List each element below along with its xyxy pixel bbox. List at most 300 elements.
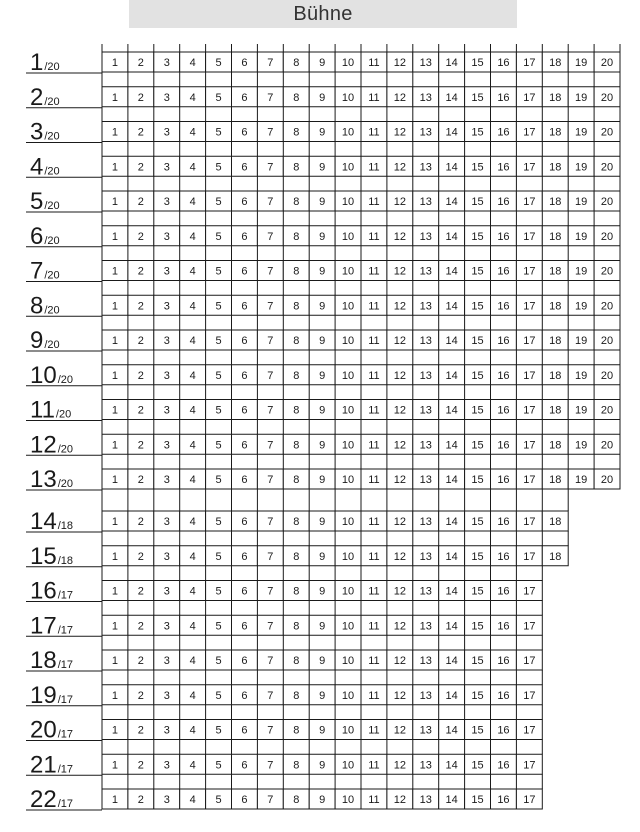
seat-number: 6 bbox=[241, 57, 248, 69]
seat-number: 9 bbox=[319, 689, 326, 702]
seat-number: 1 bbox=[111, 230, 119, 243]
seat-number: 17 bbox=[523, 161, 536, 174]
seat-number: 2 bbox=[137, 91, 144, 104]
seat-number: 9 bbox=[319, 161, 326, 174]
row-number: 15 bbox=[30, 542, 57, 570]
seat-number: 16 bbox=[497, 516, 510, 528]
seat-number: 20 bbox=[600, 335, 614, 347]
seat-number: 14 bbox=[445, 335, 458, 347]
seat-number: 13 bbox=[419, 689, 432, 702]
seat-number: 15 bbox=[471, 300, 484, 313]
seat-number: 5 bbox=[215, 404, 222, 417]
seat-number: 9 bbox=[319, 126, 326, 139]
seat-number: 11 bbox=[368, 516, 380, 528]
seat-number: 7 bbox=[267, 265, 274, 278]
seat-row bbox=[26, 647, 542, 685]
seat-number: 18 bbox=[549, 161, 562, 174]
seat-number: 14 bbox=[445, 300, 458, 313]
seat-number: 11 bbox=[368, 404, 380, 417]
seat-number: 15 bbox=[471, 655, 484, 667]
seat-row bbox=[26, 682, 542, 720]
seat-row bbox=[26, 543, 568, 581]
seat-number: 16 bbox=[497, 126, 510, 139]
seat-number: 1 bbox=[111, 655, 119, 667]
row-label bbox=[30, 466, 73, 493]
seat-number: 7 bbox=[267, 439, 274, 452]
seat-row bbox=[26, 578, 542, 616]
seat-number: 8 bbox=[293, 369, 300, 382]
seat-number: 9 bbox=[319, 57, 326, 69]
seat-number: 8 bbox=[293, 265, 300, 278]
seat-number: 6 bbox=[241, 585, 248, 598]
seat-number: 3 bbox=[163, 585, 170, 598]
seat-number: 11 bbox=[368, 550, 380, 563]
seat-number: 1 bbox=[111, 550, 119, 563]
row-label bbox=[30, 119, 60, 146]
seat-number: 5 bbox=[215, 335, 222, 347]
seat-row bbox=[26, 751, 542, 789]
seat-number: 6 bbox=[241, 196, 248, 208]
seat-number: 13 bbox=[419, 230, 432, 243]
seat-number: 8 bbox=[293, 161, 300, 174]
seat-number: 14 bbox=[445, 57, 458, 69]
seat-number: 10 bbox=[341, 196, 355, 208]
seat-number: 2 bbox=[137, 369, 144, 382]
row-total: /17 bbox=[57, 798, 73, 810]
seat-number: 12 bbox=[393, 585, 406, 598]
row-total: /20 bbox=[44, 339, 60, 351]
seat-number: 10 bbox=[341, 439, 355, 452]
seat-number: 2 bbox=[137, 689, 144, 702]
seat-number: 12 bbox=[393, 759, 406, 772]
seat-number: 1 bbox=[111, 689, 119, 702]
row-total: /17 bbox=[57, 728, 73, 741]
row-total: /20 bbox=[44, 269, 60, 282]
seat-number: 12 bbox=[393, 196, 406, 208]
seat-number: 15 bbox=[471, 369, 484, 382]
seat-number: 5 bbox=[215, 126, 222, 139]
seat-number: 1 bbox=[111, 91, 119, 104]
seat-row bbox=[26, 431, 620, 469]
seat-number: 18 bbox=[549, 550, 562, 563]
seat-number: 1 bbox=[111, 794, 119, 806]
seat-number: 8 bbox=[293, 474, 300, 486]
seat-row bbox=[26, 223, 620, 261]
seat-number: 17 bbox=[523, 516, 536, 528]
seat-number: 4 bbox=[189, 265, 196, 278]
seat-number: 3 bbox=[163, 724, 170, 737]
seat-number: 8 bbox=[293, 57, 300, 69]
seat-number: 1 bbox=[111, 404, 119, 417]
seat-number: 18 bbox=[549, 265, 562, 278]
seat-number: 15 bbox=[471, 516, 484, 528]
seat-number: 4 bbox=[189, 655, 196, 667]
seat-number: 10 bbox=[341, 335, 355, 347]
seat-number: 17 bbox=[523, 724, 536, 737]
seat-number: 3 bbox=[163, 794, 170, 806]
seat-number: 5 bbox=[215, 794, 222, 806]
row-total: /20 bbox=[44, 95, 60, 108]
seat-number: 13 bbox=[419, 161, 432, 174]
seat-number: 20 bbox=[600, 404, 614, 417]
seat-number: 17 bbox=[523, 91, 536, 104]
seat-number: 6 bbox=[241, 439, 248, 452]
seat-number: 8 bbox=[293, 550, 300, 563]
row-number: 13 bbox=[30, 466, 57, 493]
seat-number: 10 bbox=[341, 161, 355, 174]
row-number: 18 bbox=[30, 647, 57, 674]
seat-number: 10 bbox=[341, 724, 355, 737]
seat-number: 20 bbox=[600, 300, 614, 313]
seat-row bbox=[26, 49, 620, 87]
seat-number: 7 bbox=[267, 620, 274, 633]
row-label bbox=[30, 543, 73, 570]
seat-number: 6 bbox=[241, 474, 248, 486]
row-label bbox=[30, 431, 73, 458]
seat-number: 11 bbox=[368, 439, 380, 452]
seat-number: 2 bbox=[137, 57, 144, 69]
seat-number: 7 bbox=[267, 474, 274, 486]
row-total: /17 bbox=[57, 693, 73, 706]
seat-number: 15 bbox=[471, 230, 484, 243]
seat-row bbox=[26, 508, 568, 546]
seat-number: 8 bbox=[293, 196, 300, 208]
row-total: /17 bbox=[57, 763, 73, 776]
seat-number: 6 bbox=[241, 161, 248, 174]
seat-number: 4 bbox=[189, 369, 196, 382]
seat-number: 7 bbox=[267, 161, 274, 174]
row-total: /18 bbox=[57, 554, 73, 567]
seat-number: 9 bbox=[319, 196, 326, 208]
seat-number: 9 bbox=[319, 620, 326, 633]
seat-number: 10 bbox=[341, 516, 355, 528]
seat-number: 6 bbox=[241, 126, 248, 139]
seat-number: 2 bbox=[137, 759, 144, 772]
seat-number: 20 bbox=[600, 57, 614, 69]
seat-number: 1 bbox=[111, 300, 119, 313]
seat-number: 19 bbox=[575, 300, 588, 313]
seat-number: 16 bbox=[497, 655, 510, 667]
seat-number: 7 bbox=[267, 91, 274, 104]
seat-number: 12 bbox=[393, 230, 406, 243]
seat-number: 5 bbox=[215, 57, 222, 69]
seat-number: 7 bbox=[267, 300, 274, 313]
seat-number: 2 bbox=[137, 196, 144, 208]
seat-number: 15 bbox=[471, 550, 484, 563]
row-total: /18 bbox=[57, 520, 73, 532]
seat-number: 14 bbox=[445, 230, 458, 243]
seat-number: 18 bbox=[549, 91, 562, 104]
seat-number: 13 bbox=[419, 404, 432, 417]
seat-number: 16 bbox=[497, 620, 510, 633]
seat-number: 14 bbox=[445, 439, 458, 452]
seat-number: 9 bbox=[319, 474, 326, 486]
seat-number: 17 bbox=[523, 474, 536, 486]
seat-number: 4 bbox=[189, 91, 196, 104]
seat-number: 18 bbox=[549, 196, 562, 208]
row-total: /20 bbox=[44, 200, 60, 212]
seat-number: 19 bbox=[575, 57, 588, 69]
seat-number: 5 bbox=[215, 300, 222, 313]
seat-number: 17 bbox=[523, 230, 536, 243]
seat-number: 13 bbox=[419, 724, 432, 737]
seat-number: 15 bbox=[471, 689, 484, 702]
seat-row bbox=[26, 153, 620, 191]
seat-number: 1 bbox=[111, 585, 119, 598]
seat-number: 13 bbox=[419, 759, 432, 772]
seat-number: 2 bbox=[137, 550, 144, 563]
seat-number: 6 bbox=[241, 91, 248, 104]
seat-number: 15 bbox=[471, 265, 484, 278]
seat-number: 12 bbox=[393, 57, 406, 69]
seat-number: 8 bbox=[293, 91, 300, 104]
seat-number: 4 bbox=[189, 126, 196, 139]
seat-number: 4 bbox=[189, 794, 196, 806]
seat-number: 7 bbox=[267, 794, 274, 806]
seat-number: 11 bbox=[368, 161, 380, 174]
row-label bbox=[30, 786, 73, 813]
seat-number: 5 bbox=[215, 439, 222, 452]
seat-row bbox=[26, 258, 620, 296]
seat-number: 7 bbox=[267, 724, 274, 737]
seat-number: 9 bbox=[319, 550, 326, 563]
row-number: 14 bbox=[30, 508, 57, 535]
seat-number: 17 bbox=[523, 689, 536, 702]
seat-number: 1 bbox=[111, 516, 119, 528]
row-total: /20 bbox=[57, 478, 73, 490]
seat-number: 6 bbox=[241, 794, 248, 806]
seat-number: 12 bbox=[393, 335, 406, 347]
seat-row bbox=[26, 786, 542, 813]
seat-number: 9 bbox=[319, 655, 326, 667]
seat-number: 7 bbox=[267, 369, 274, 382]
seat-row bbox=[26, 717, 542, 755]
seat-number: 3 bbox=[163, 265, 170, 278]
seat-row bbox=[26, 84, 620, 122]
seat-number: 13 bbox=[419, 620, 432, 633]
seat-number: 1 bbox=[111, 724, 119, 737]
seat-number: 6 bbox=[241, 230, 248, 243]
seat-number: 17 bbox=[523, 369, 536, 382]
seat-number: 2 bbox=[137, 300, 144, 313]
seat-number: 8 bbox=[293, 439, 300, 452]
seat-number: 7 bbox=[267, 550, 274, 563]
seat-number: 1 bbox=[111, 620, 119, 633]
stage-label: Bühne bbox=[293, 2, 353, 25]
row-number: 12 bbox=[30, 431, 57, 459]
seat-number: 12 bbox=[393, 689, 406, 702]
seat-number: 10 bbox=[341, 404, 355, 417]
seat-number: 20 bbox=[600, 265, 614, 278]
seat-number: 10 bbox=[341, 655, 355, 667]
seat-number: 17 bbox=[523, 620, 536, 633]
row-total: /17 bbox=[57, 659, 73, 671]
seat-number: 10 bbox=[341, 230, 355, 243]
row-label bbox=[30, 682, 73, 709]
seat-number: 6 bbox=[241, 655, 248, 667]
seat-number: 18 bbox=[549, 404, 562, 417]
seat-number: 18 bbox=[549, 369, 562, 382]
seat-number: 2 bbox=[137, 620, 144, 633]
seat-number: 20 bbox=[600, 439, 614, 452]
seat-number: 6 bbox=[241, 335, 248, 347]
seat-number: 5 bbox=[215, 516, 222, 528]
seat-number: 6 bbox=[241, 620, 248, 633]
seat-number: 13 bbox=[419, 585, 432, 598]
seat-number: 7 bbox=[267, 585, 274, 598]
seat-number: 16 bbox=[497, 335, 510, 347]
row-total: /20 bbox=[57, 373, 73, 386]
seat-number: 17 bbox=[523, 585, 536, 598]
seat-number: 7 bbox=[267, 57, 274, 69]
seat-number: 8 bbox=[293, 655, 300, 667]
seat-number: 7 bbox=[267, 404, 274, 417]
seat-row bbox=[26, 292, 620, 330]
seat-number: 3 bbox=[163, 369, 170, 382]
seat-number: 14 bbox=[445, 265, 458, 278]
seat-number: 1 bbox=[111, 439, 119, 452]
seat-number: 14 bbox=[445, 794, 458, 806]
seat-number: 3 bbox=[163, 439, 170, 452]
seat-number: 12 bbox=[393, 126, 406, 139]
seat-number: 4 bbox=[189, 620, 196, 633]
seat-number: 17 bbox=[523, 300, 536, 313]
seat-number: 12 bbox=[393, 300, 406, 313]
row-total: /20 bbox=[44, 304, 60, 317]
seat-number: 12 bbox=[393, 724, 406, 737]
seat-number: 10 bbox=[341, 91, 355, 104]
seat-number: 8 bbox=[293, 620, 300, 633]
seat-number: 8 bbox=[293, 759, 300, 772]
seat-number: 17 bbox=[523, 439, 536, 452]
seat-row bbox=[26, 188, 620, 226]
seat-number: 10 bbox=[341, 585, 355, 598]
seat-number: 8 bbox=[293, 126, 300, 139]
seat-number: 8 bbox=[293, 404, 300, 417]
seat-number: 8 bbox=[293, 230, 300, 243]
seat-number: 4 bbox=[189, 230, 196, 243]
row-label bbox=[30, 49, 60, 76]
seat-number: 9 bbox=[319, 265, 326, 278]
seat-number: 3 bbox=[163, 230, 170, 243]
seat-number: 15 bbox=[471, 620, 484, 633]
row-number: 22 bbox=[30, 786, 57, 813]
row-number: 3 bbox=[30, 118, 44, 146]
seat-number: 14 bbox=[445, 474, 458, 486]
seat-number: 6 bbox=[241, 300, 248, 313]
seat-number: 3 bbox=[163, 516, 170, 528]
seat-number: 2 bbox=[137, 335, 144, 347]
seat-number: 11 bbox=[368, 230, 380, 243]
seat-number: 20 bbox=[600, 196, 614, 208]
seat-number: 5 bbox=[215, 759, 222, 772]
row-number: 5 bbox=[30, 188, 44, 215]
seat-number: 13 bbox=[419, 265, 432, 278]
seat-number: 17 bbox=[523, 335, 536, 347]
seat-number: 3 bbox=[163, 57, 170, 69]
seat-number: 3 bbox=[163, 474, 170, 486]
seat-number: 17 bbox=[523, 550, 536, 563]
seat-number: 4 bbox=[189, 300, 196, 313]
seat-number: 6 bbox=[241, 689, 248, 702]
seat-number: 4 bbox=[189, 585, 196, 598]
seat-number: 17 bbox=[523, 404, 536, 417]
seat-number: 10 bbox=[341, 57, 355, 69]
seat-number: 3 bbox=[163, 91, 170, 104]
seat-number: 12 bbox=[393, 265, 406, 278]
seat-number: 20 bbox=[600, 474, 614, 486]
seat-number: 16 bbox=[497, 689, 510, 702]
seat-number: 15 bbox=[471, 57, 484, 69]
seat-number: 10 bbox=[341, 265, 355, 278]
row-number: 19 bbox=[30, 681, 57, 709]
seat-number: 15 bbox=[471, 439, 484, 452]
seat-number: 16 bbox=[497, 474, 510, 486]
row-label bbox=[30, 84, 60, 111]
seat-number: 3 bbox=[163, 404, 170, 417]
row-number: 4 bbox=[30, 153, 44, 181]
seat-number: 7 bbox=[267, 655, 274, 667]
seat-number: 4 bbox=[189, 196, 196, 208]
seat-number: 11 bbox=[368, 794, 380, 806]
row-number: 1 bbox=[30, 49, 44, 76]
seat-number: 4 bbox=[189, 57, 196, 69]
seat-number: 4 bbox=[189, 550, 196, 563]
seat-number: 2 bbox=[137, 794, 144, 806]
seat-number: 1 bbox=[111, 126, 119, 139]
seat-number: 9 bbox=[319, 91, 326, 104]
seat-number: 16 bbox=[497, 230, 510, 243]
seat-number: 12 bbox=[393, 91, 406, 104]
seat-number: 14 bbox=[445, 196, 458, 208]
seat-number: 16 bbox=[497, 369, 510, 382]
seat-number: 14 bbox=[445, 620, 458, 633]
seat-number: 5 bbox=[215, 724, 222, 737]
row-label bbox=[30, 397, 71, 424]
seat-number: 15 bbox=[471, 335, 484, 347]
seat-number: 12 bbox=[393, 516, 406, 528]
seat-number: 9 bbox=[319, 724, 326, 737]
seat-number: 3 bbox=[163, 620, 170, 633]
seat-number: 17 bbox=[523, 265, 536, 278]
seat-number: 2 bbox=[137, 230, 144, 243]
seat-number: 4 bbox=[189, 404, 196, 417]
seat-number: 2 bbox=[137, 404, 144, 417]
seat-row bbox=[26, 119, 620, 157]
seat-number: 12 bbox=[393, 620, 406, 633]
seat-number: 14 bbox=[445, 161, 458, 174]
seat-number: 4 bbox=[189, 759, 196, 772]
seat-number: 13 bbox=[419, 794, 432, 806]
top-ticks bbox=[102, 44, 620, 52]
seat-number: 10 bbox=[341, 550, 355, 563]
seat-number: 5 bbox=[215, 620, 222, 633]
seat-number: 14 bbox=[445, 516, 458, 528]
seat-number: 10 bbox=[341, 300, 355, 313]
seat-number: 20 bbox=[600, 230, 614, 243]
seat-number: 1 bbox=[111, 196, 119, 208]
seat-number: 19 bbox=[575, 230, 588, 243]
seat-number: 16 bbox=[497, 759, 510, 772]
seat-number: 16 bbox=[497, 300, 510, 313]
seat-number: 3 bbox=[163, 689, 170, 702]
row-total: /17 bbox=[57, 624, 73, 637]
seat-number: 17 bbox=[523, 655, 536, 667]
seat-number: 2 bbox=[137, 516, 144, 528]
seat-number: 8 bbox=[293, 689, 300, 702]
seat-number: 5 bbox=[215, 369, 222, 382]
seat-number: 9 bbox=[319, 335, 326, 347]
